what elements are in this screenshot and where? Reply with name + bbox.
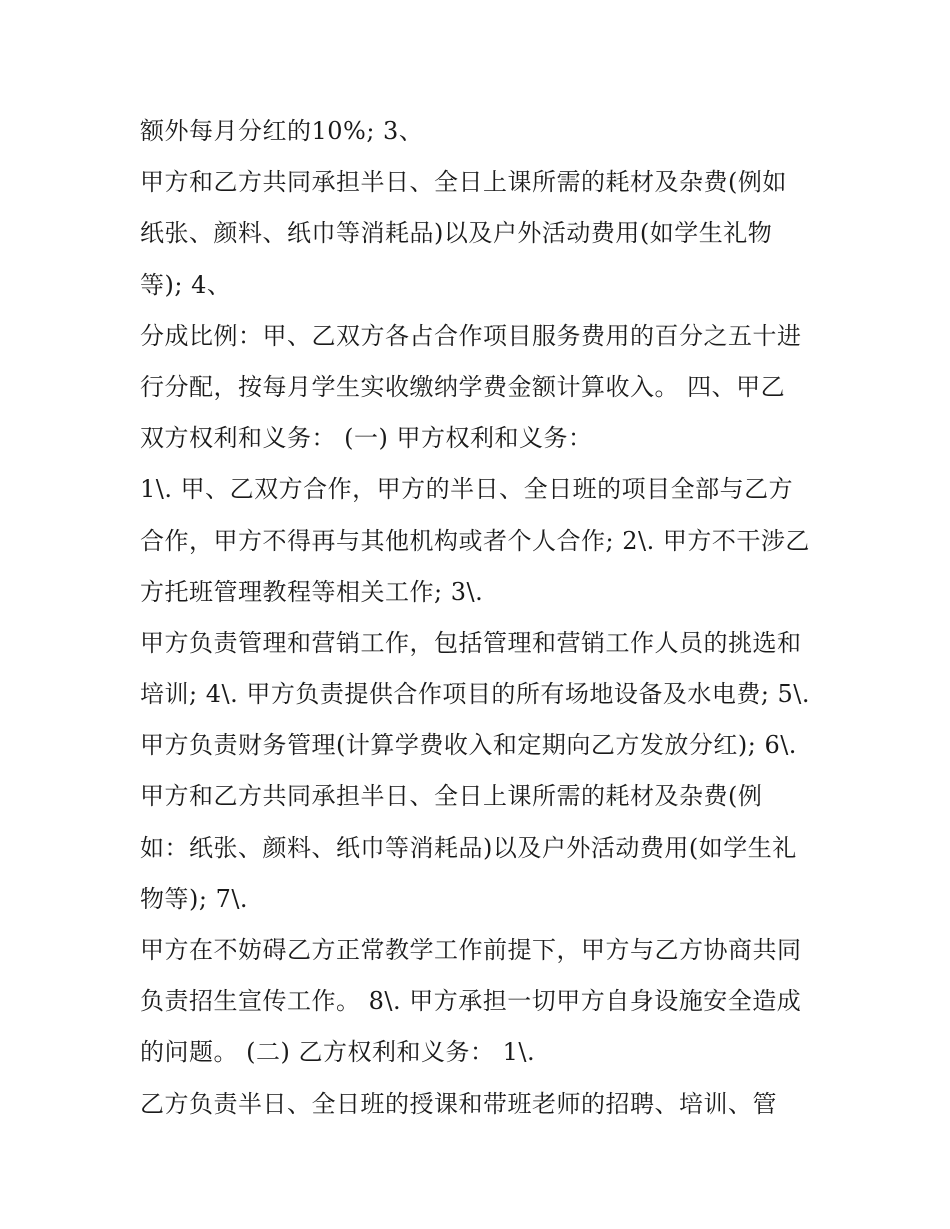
- text-line: 负责招生宣传工作。 8\. 甲方承担一切甲方自身设施安全造成: [140, 987, 802, 1016]
- text-line: 纸张、颜料、纸巾等消耗品)以及户外活动费用(如学生礼物: [140, 219, 773, 248]
- text-line: 1\. 甲、乙双方合作，甲方的半日、全日班的项目全部与乙方: [140, 475, 794, 504]
- text-line: 甲方和乙方共同承担半日、全日上课所需的耗材及杂费(例如: [140, 168, 787, 197]
- text-line: 甲方负责财务管理(计算学费收入和定期向乙方发放分红); 6\.: [140, 731, 797, 760]
- text-line: 乙方负责半日、全日班的授课和带班老师的招聘、培训、管: [140, 1089, 777, 1118]
- text-line: 分成比例：甲、乙双方各占合作项目服务费用的百分之五十进: [140, 321, 802, 350]
- text-line: 培训; 4\. 甲方负责提供合作项目的所有场地设备及水电费; 5\.: [140, 680, 811, 709]
- text-line: 物等); 7\.: [140, 884, 249, 913]
- text-line: 额外每月分红的10%; 3、: [140, 117, 424, 145]
- text-line: 双方权利和义务： (一) 甲方权利和义务：: [140, 424, 593, 453]
- text-line: 甲方和乙方共同承担半日、全日上课所需的耗材及杂费(例: [140, 782, 763, 811]
- document-page: [140, 106, 830, 1130]
- text-line: 的问题。 (二) 乙方权利和义务： 1\.: [140, 1038, 536, 1067]
- text-line: 甲方在不妨碍乙方正常教学工作前提下，甲方与乙方协商共同: [140, 936, 802, 964]
- text-line: 甲方负责管理和营销工作，包括管理和营销工作人员的挑选和: [140, 628, 802, 657]
- text-line: 如：纸张、颜料、纸巾等消耗品)以及户外活动费用(如学生礼: [140, 833, 797, 862]
- text-line: 方托班管理教程等相关工作; 3\.: [140, 577, 484, 606]
- text-line: 合作，甲方不得再与其他机构或者个人合作; 2\. 甲方不干涉乙: [140, 526, 810, 555]
- text-line: 等); 4、: [140, 270, 232, 299]
- text-line: 行分配，按每月学生实收缴纳学费金额计算收入。 四、甲乙: [140, 372, 786, 401]
